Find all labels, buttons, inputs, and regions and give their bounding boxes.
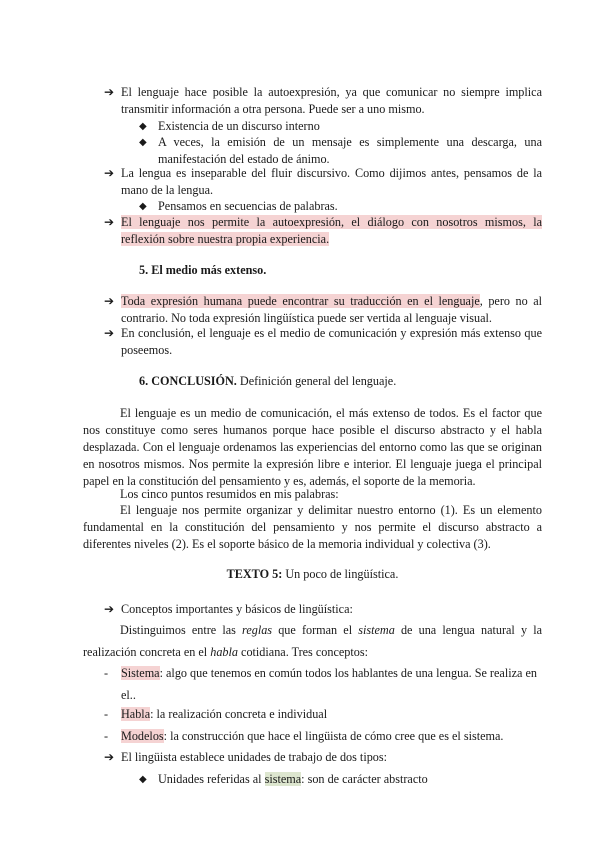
sub-bullet-text: Pensamos en secuencias de palabras. xyxy=(158,199,338,213)
arrow-icon: ➔ xyxy=(104,166,115,180)
arrow-icon: ➔ xyxy=(104,326,115,340)
sub-bullet-text: Existencia de un discurso interno xyxy=(158,119,320,133)
bullet-text xyxy=(104,214,542,248)
section-heading: 6. CONCLUSIÓN. Definición general del lenguaje. xyxy=(139,374,397,388)
sub-bullet-text: A veces, la emisión de un mensaje es simplemente una descarga, una manifestación del estado de ánimo. xyxy=(158,135,542,166)
bullet-text: La lengua es inseparable del fluir discursivo. Como dijimos antes, pensamos de la mano de la lengua. xyxy=(121,166,542,197)
diamond-icon: ◆ xyxy=(139,137,147,148)
bullet-text: En conclusión, el lenguaje es el medio de comunicación y expresión más extenso que poseemos. xyxy=(121,326,542,357)
paragraph: Distinguimos entre las reglas que forman el sistema de una lengua natural y la realización concreta en el habla cotidiana. Tres conceptos: xyxy=(83,623,543,659)
paragraph: Los cinco puntos resumidos en mis palabras: xyxy=(120,487,339,501)
bullet-text: Conceptos importantes y básicos de lingüística: xyxy=(121,602,353,616)
sub-bullet-item xyxy=(139,134,542,168)
arrow-icon: ➔ xyxy=(104,750,115,764)
arrow-icon: ➔ xyxy=(104,215,115,229)
bullet-text: Toda expresión humana puede encontrar su traducción en el lenguaje, pero no al contrario. No toda expresión lingüística puede ser vertida al lenguaje visual. xyxy=(121,294,542,325)
dash-item: - Habla: la realización concreta e individual xyxy=(104,707,328,721)
section-heading: 5. El medio más extenso. xyxy=(139,263,267,277)
highlighted-term: sistema xyxy=(264,772,302,786)
highlighted-term: Modelos xyxy=(121,729,164,743)
bullet-item xyxy=(104,165,542,199)
diamond-icon: ◆ xyxy=(139,774,147,785)
bullet-item xyxy=(104,749,542,766)
bullet-item xyxy=(104,325,542,359)
dash-item: - Modelos: la construcción que hace el lingüista de cómo cree que es el sistema. xyxy=(104,729,504,743)
arrow-icon: ➔ xyxy=(104,602,115,616)
bullet-text: El lenguaje hace posible la autoexpresión, ya que comunicar no siempre implica transmitir información a otra persona. Puede ser a uno mismo. xyxy=(121,85,542,116)
diamond-icon: ◆ xyxy=(139,201,147,212)
bullet-item xyxy=(104,214,542,248)
arrow-icon: ➔ xyxy=(104,85,115,99)
paragraph: El lenguaje es un medio de comunicación, el más extenso de todos. Es el factor que nos constituye como seres humanos porque hace posible el discurso abstracto y el habla desplazada. Con el lenguaje ordenamos las experiencias del entorno como las que se originan en nosotros mismos. Nos permite la expresión libre e interior. El lenguaje juega el principal papel en la constitución del pensamiento y es, además, el soporte de la memoria. xyxy=(83,406,542,488)
text-title: TEXTO 5: Un poco de lingüística. xyxy=(226,567,399,581)
diamond-icon: ◆ xyxy=(139,121,147,132)
highlighted-text: Toda expresión humana puede encontrar su traducción en el lenguaje xyxy=(121,294,480,308)
sub-bullet-item xyxy=(139,198,542,215)
bullet-text: El lingüista establece unidades de trabajo de dos tipos: xyxy=(121,750,388,764)
paragraph: El lenguaje nos permite organizar y delimitar nuestro entorno (1). Es un elemento fundamental en la constitución del pensamiento y nos permite el discurso abstracto a diferentes niveles (2). Es el soporte básico de la memoria individual y colectiva (3). xyxy=(83,503,542,551)
sub-bullet-item: ◆ Unidades referidas al sistema: son de carácter abstracto xyxy=(139,772,428,786)
sub-bullet-item xyxy=(139,118,542,135)
dash-item: - Sistema: algo que tenemos en común todos los hablantes de una lengua. Se realiza en el.. xyxy=(104,666,537,702)
bullet-item xyxy=(104,84,542,118)
bullet-item xyxy=(104,293,542,327)
highlighted-term: Habla xyxy=(121,707,151,721)
highlighted-text: El lenguaje nos permite la autoexpresión, el diálogo con nosotros mismos, la reflexión sobre nuestra propia experiencia. xyxy=(121,215,542,246)
arrow-icon: ➔ xyxy=(104,294,115,308)
highlighted-term: Sistema xyxy=(121,666,160,680)
bullet-item xyxy=(104,601,542,618)
